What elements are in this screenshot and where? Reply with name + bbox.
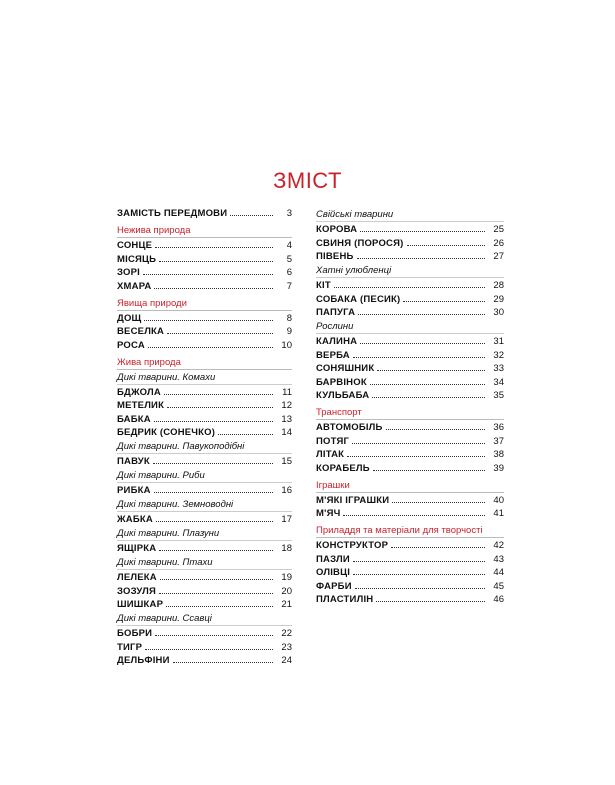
toc-entry-title: ЗОЗУЛЯ [117,585,157,597]
dot-leader [160,571,273,580]
dot-leader [376,593,485,602]
dot-leader [360,223,485,232]
toc-entry-title: МЕТЕЛИК [117,400,165,411]
toc-entry[interactable] [117,339,292,352]
toc-entry-title: КІТ [316,280,331,291]
toc-entry-title: ЗАМІСТЬ ПЕРЕДМОВИ [117,208,228,219]
toc-page-number: 16 [281,485,292,496]
toc-entry-title: ЯЩІРКА [117,543,157,554]
toc-page-number: 28 [493,280,504,291]
toc-entry-title: ЛЕЛЕКА [117,572,157,583]
toc-right-column [316,207,504,607]
toc-page-number: 17 [281,514,292,525]
toc-page-number: 5 [286,253,292,265]
toc-page-number: 24 [281,655,292,666]
toc-entry[interactable] [117,598,292,611]
toc-subsection-heading: Дикі тварини. Комахи [117,372,292,385]
dot-leader [164,386,273,395]
toc-entry-title: ПЛАСТИЛІН [316,594,374,605]
toc-page-number: 32 [493,349,504,361]
toc-entry-title: ДОЩ [117,312,142,324]
dot-leader [148,339,273,348]
toc-entry[interactable] [117,399,292,412]
toc-page-number: 35 [493,390,504,401]
toc-entry[interactable] [117,455,292,468]
toc-page-number: 4 [286,240,292,251]
toc-entry[interactable] [316,223,504,236]
toc-entry[interactable] [316,237,504,250]
toc-subsection-heading: Дикі тварини. Павукоподібні [117,441,292,454]
dot-leader [155,239,273,248]
toc-entry-title: ЛІТАК [316,449,345,460]
toc-entry[interactable] [117,571,292,584]
toc-entry-title: КУЛЬБАБА [316,390,370,401]
toc-subsection-heading: Дикі тварини. Плазуни [117,528,292,541]
toc-entry-title: ТИГР [117,641,143,653]
toc-entry-title: ОЛІВЦІ [316,567,351,578]
toc-entry-title: РИБКА [117,485,151,496]
toc-page-number: 26 [493,237,504,249]
toc-entry-title: ПІВЕНЬ [316,251,354,262]
dot-leader [343,507,485,516]
toc-section-heading: Іграшки [316,479,504,493]
toc-entry-title: КАЛИНА [316,336,358,347]
toc-page-number: 6 [286,267,292,278]
toc-page-number: 12 [281,400,292,411]
toc-entry[interactable] [117,312,292,325]
toc-page-number: 21 [281,599,292,610]
dot-leader [143,266,273,275]
toc-page-number: 25 [493,224,504,235]
toc-entry[interactable] [117,641,292,654]
toc-entry-title: ПАЗЛИ [316,553,350,565]
dot-leader [407,237,485,246]
toc-page-number: 18 [281,543,292,554]
toc-page-number: 39 [493,462,504,474]
toc-entry[interactable] [117,239,292,252]
toc-page-number: 41 [493,508,504,519]
toc-page-number: 33 [493,363,504,374]
toc-entry[interactable] [117,426,292,439]
toc-page-number: 22 [281,628,292,639]
toc-entry-title: РОСА [117,339,145,351]
dot-leader [352,435,485,444]
toc-page-number: 40 [493,494,504,506]
toc-entry-title: ШИШКАР [117,599,164,610]
toc-entry[interactable] [316,421,504,434]
dot-leader [155,627,273,636]
toc-page-number: 9 [286,326,292,337]
toc-section-heading: Транспорт [316,406,504,420]
dot-leader [167,399,273,408]
toc-entry-title: ПОТЯГ [316,435,350,447]
toc-entry[interactable] [316,539,504,552]
dot-leader [156,513,273,522]
dot-leader [353,566,485,575]
toc-entry-title: СОНЦЕ [117,240,153,251]
toc-entry[interactable] [316,580,504,593]
toc-page-number: 31 [493,336,504,347]
toc-entry-title: ДЕЛЬФІНИ [117,655,170,666]
toc-entry[interactable] [117,513,292,526]
dot-leader [377,362,485,371]
toc-entry-title: ВЕРБА [316,349,350,361]
dot-leader [167,325,273,334]
toc-entry-title: ПАПУГА [316,307,356,318]
toc-entry[interactable] [316,435,504,448]
dot-leader [353,553,485,562]
dot-leader [358,306,485,315]
toc-entry-title: СВИНЯ (ПОРОСЯ) [316,237,404,249]
toc-entry[interactable] [316,593,504,606]
toc-entry-title: ФАРБИ [316,580,352,592]
dot-leader [218,426,273,435]
toc-entry[interactable] [316,293,504,306]
dot-leader [144,312,273,321]
dot-leader [173,654,273,663]
toc-entry[interactable] [316,507,504,520]
dot-leader [334,279,485,288]
dot-leader [386,421,485,430]
toc-entry-title: ЖАБКА [117,514,153,525]
toc-entry[interactable] [117,266,292,279]
toc-entry-title: БАРВІНОК [316,376,367,388]
toc-entry-title: М'ЯКІ ІГРАШКИ [316,494,390,506]
dot-leader [403,293,485,302]
toc-page-number: 34 [493,376,504,388]
toc-page-number: 7 [286,280,292,292]
dot-leader [154,413,273,422]
dot-leader [373,462,485,471]
toc-entry[interactable] [117,386,292,399]
toc-entry[interactable] [316,566,504,579]
toc-entry[interactable] [316,335,504,348]
toc-page-number: 23 [281,641,292,653]
toc-subsection-heading: Дикі тварини. Риби [117,470,292,483]
toc-entry[interactable] [316,362,504,375]
page-title: ЗМІСТ [273,168,342,193]
dot-leader [372,389,485,398]
toc-entry[interactable] [117,280,292,293]
dot-leader [154,484,273,493]
toc-entry-title: МІСЯЦЬ [117,253,157,265]
toc-page-number: 10 [281,339,292,351]
dot-leader [153,455,273,464]
toc-page-number: 38 [493,449,504,460]
toc-subsection-heading: Дикі тварини. Ссавці [117,613,292,626]
toc-subsection-heading: Хатні улюбленці [316,265,504,278]
dot-leader [154,280,273,289]
toc-left-column [117,207,292,668]
toc-page-number: 20 [281,585,292,597]
toc-section-heading: Нежива природа [117,224,292,238]
toc-entry[interactable] [117,253,292,266]
toc-entry-title: КОРОВА [316,224,358,235]
toc-subsection-heading: Рослини [316,321,504,334]
toc-page-number: 27 [493,251,504,262]
toc-page-number: 36 [493,422,504,433]
toc-page-number: 43 [493,553,504,565]
toc-entry-title: БЕДРИК (СОНЕЧКО) [117,427,216,438]
toc-entry[interactable] [316,376,504,389]
toc-section-heading: Жива природа [117,356,292,370]
toc-entry[interactable] [117,207,292,220]
toc-entry-title: КОНСТРУКТОР [316,540,389,551]
toc-entry-title: М'ЯЧ [316,508,341,519]
toc-entry[interactable] [117,325,292,338]
toc-page-number: 8 [286,312,292,324]
toc-entry-title: ВЕСЕЛКА [117,326,165,337]
toc-section-heading: Явища природи [117,297,292,311]
toc-subsection-heading: Свійські тварини [316,209,504,222]
toc-page-number: 45 [493,580,504,592]
dot-leader [353,349,485,358]
toc-entry[interactable] [316,462,504,475]
toc-entry-title: ПАВУК [117,456,150,467]
toc-entry[interactable] [117,627,292,640]
toc-page-number: 46 [493,594,504,605]
dot-leader [392,494,485,503]
toc-entry[interactable] [117,484,292,497]
toc-page-number: 42 [493,540,504,551]
toc-entry-title: АВТОМОБІЛЬ [316,422,383,433]
dot-leader [347,448,485,457]
toc-entry[interactable] [316,279,504,292]
toc-entry[interactable] [117,585,292,598]
toc-entry[interactable] [316,250,504,263]
toc-page-number: 44 [493,567,504,578]
dot-leader [166,598,273,607]
toc-entry-title: БОБРИ [117,628,153,639]
toc-page-number: 14 [281,427,292,438]
toc-subsection-heading: Дикі тварини. Птахи [117,557,292,570]
toc-entry-title: БАБКА [117,413,151,425]
toc-entry[interactable] [316,553,504,566]
toc-entry[interactable] [117,654,292,667]
toc-entry[interactable] [316,448,504,461]
dot-leader [159,585,273,594]
toc-subsection-heading: Дикі тварини. Земноводні [117,499,292,512]
toc-page-number: 15 [281,456,292,467]
toc-entry-title: СОНЯШНИК [316,363,375,374]
toc-entry[interactable] [316,389,504,402]
toc-page-number: 37 [493,435,504,447]
dot-leader [159,542,273,551]
toc-entry[interactable] [316,306,504,319]
dot-leader [145,641,273,650]
dot-leader [159,253,273,262]
toc-page-number: 19 [281,572,292,583]
toc-page-number: 30 [493,307,504,318]
toc-entry-title: БДЖОЛА [117,386,161,398]
toc-entry-title: КОРАБЕЛЬ [316,462,370,474]
toc-entry-title: ХМАРА [117,280,152,292]
toc-entry[interactable] [117,413,292,426]
dot-leader [391,539,485,548]
toc-section-heading: Приладдя та матеріали для творчості [316,524,504,538]
dot-leader [230,207,273,216]
toc-page-number: 29 [493,293,504,305]
toc-entry[interactable] [117,542,292,555]
dot-leader [357,250,485,259]
dot-leader [355,580,485,589]
toc-page-number: 13 [281,413,292,425]
dot-leader [370,376,485,385]
toc-page-number: 11 [282,386,292,398]
toc-entry[interactable] [316,349,504,362]
toc-entry[interactable] [316,494,504,507]
toc-entry-title: СОБАКА (ПЕСИК) [316,293,401,305]
dot-leader [360,335,485,344]
toc-page-number: 3 [286,208,292,219]
toc-entry-title: ЗОРІ [117,267,140,278]
